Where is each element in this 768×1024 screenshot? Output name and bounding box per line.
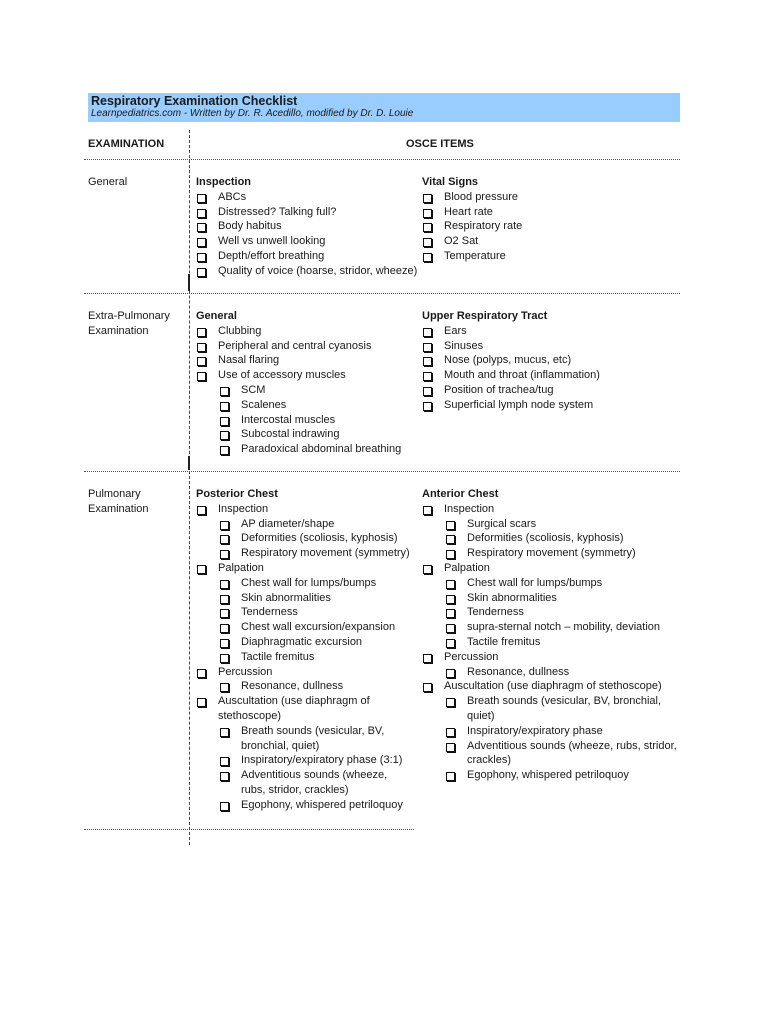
checklist-item[interactable] (422, 205, 662, 220)
checklist-item-label: Breath sounds (vesicular, BV, bronchial, quiet) (241, 724, 385, 752)
checklist-item-label: Auscultation (use diaphragm of stethoscope) (444, 680, 662, 693)
checklist-item-label: Resonance, dullness (241, 680, 344, 693)
checklist-item-label: Superficial lymph node system (444, 398, 594, 411)
checkbox-icon[interactable] (423, 683, 432, 692)
checkbox-icon[interactable] (197, 565, 206, 574)
checklist-item[interactable] (196, 442, 436, 457)
checklist-item[interactable] (422, 620, 684, 635)
checklist-item[interactable] (196, 546, 410, 561)
section-divider (84, 471, 680, 472)
category-pulmonary: Pulmonary Examination (88, 488, 149, 515)
block-title: Upper Respiratory Tract (422, 310, 548, 322)
checklist-item-label: Chest wall for lumps/bumps (467, 576, 603, 589)
cell-border (188, 274, 190, 291)
checkbox-icon[interactable] (197, 357, 206, 366)
category-general: General (88, 176, 128, 188)
checklist-item[interactable] (422, 546, 684, 561)
section-divider (84, 293, 680, 294)
checkbox-icon[interactable] (423, 402, 432, 411)
checklist-item-label: Depth/effort breathing (218, 249, 325, 262)
vital-signs-block (422, 175, 662, 264)
checklist-item[interactable] (196, 517, 410, 532)
checklist-item[interactable] (196, 798, 410, 813)
checklist-item-label: Subcostal indrawing (241, 428, 340, 441)
checklist-item-label: Ears (444, 324, 467, 337)
checkbox-icon[interactable] (423, 194, 432, 203)
checkbox-icon[interactable] (220, 639, 229, 648)
checkbox-icon[interactable] (220, 521, 229, 530)
checklist-item[interactable] (422, 679, 684, 694)
checklist-item[interactable] (422, 249, 662, 264)
block-title: General (196, 310, 237, 322)
checklist-item-label: Peripheral and central cyanosis (218, 339, 372, 352)
checklist-item-label: ABCs (218, 190, 247, 203)
checklist-item-label: Blood pressure (444, 190, 518, 203)
checklist-item[interactable] (196, 679, 410, 694)
checklist-item[interactable] (422, 635, 684, 650)
checklist-item-label: Tenderness (467, 606, 524, 619)
checkbox-icon[interactable] (446, 595, 455, 604)
block-title: Inspection (196, 176, 252, 188)
checkbox-icon[interactable] (423, 357, 432, 366)
checklist-item-label: Deformities (scoliosis, kyphosis) (467, 532, 624, 545)
checklist-item[interactable] (422, 694, 684, 724)
checklist-item-label: Intercostal muscles (241, 413, 336, 426)
checklist-item-label: Respiratory movement (symmetry) (241, 547, 410, 560)
checklist-item-label: AP diameter/shape (241, 517, 335, 530)
checkbox-icon[interactable] (423, 343, 432, 352)
checklist-item-label: Mouth and throat (inflammation) (444, 369, 600, 382)
checkbox-icon[interactable] (446, 772, 455, 781)
checkbox-icon[interactable] (446, 550, 455, 559)
checklist-item[interactable] (422, 665, 684, 680)
checkbox-icon[interactable] (423, 387, 432, 396)
column-divider (189, 130, 190, 845)
block-title: Anterior Chest (422, 488, 499, 500)
checkbox-icon[interactable] (446, 609, 455, 618)
checkbox-icon[interactable] (423, 238, 432, 247)
checklist-item[interactable] (196, 605, 410, 620)
checklist-item[interactable] (196, 234, 436, 249)
checklist-item[interactable] (422, 398, 662, 413)
checkbox-icon[interactable] (197, 268, 206, 277)
checkbox-icon[interactable] (220, 550, 229, 559)
checklist-item-label: Body habitus (218, 220, 282, 233)
checkbox-icon[interactable] (423, 506, 432, 515)
header-divider (84, 159, 680, 160)
checkbox-icon[interactable] (423, 209, 432, 218)
checklist-item-label: Inspection (444, 502, 495, 515)
checkbox-icon[interactable] (197, 253, 206, 262)
checkbox-icon[interactable] (423, 223, 432, 232)
checklist-item-label: Temperature (444, 249, 506, 262)
checklist-item[interactable] (422, 339, 662, 354)
checklist-item-label: Nose (polyps, mucus, etc) (444, 354, 572, 367)
checkbox-icon[interactable] (197, 372, 206, 381)
checklist-item[interactable] (422, 650, 684, 665)
checklist-item-label: Palpation (444, 561, 490, 574)
checkbox-icon[interactable] (220, 772, 229, 781)
checklist-item-label: Inspection (218, 502, 269, 515)
checklist-item[interactable] (422, 234, 662, 249)
checkbox-icon[interactable] (220, 580, 229, 589)
checklist-item-label: Deformities (scoliosis, kyphosis) (241, 532, 398, 545)
column-header-osce-items: OSCE ITEMS (406, 138, 474, 150)
checklist-item[interactable] (196, 635, 410, 650)
checklist-item[interactable] (422, 739, 684, 769)
checklist-item-label: Resonance, dullness (467, 665, 570, 678)
checklist-item-label: Skin abnormalities (241, 591, 331, 604)
checklist-item-label: Skin abnormalities (467, 591, 557, 604)
checklist-item[interactable] (422, 576, 684, 591)
checklist-item-label: supra-sternal notch – mobility, deviation (467, 621, 661, 634)
checkbox-icon[interactable] (220, 624, 229, 633)
checkbox-icon[interactable] (197, 223, 206, 232)
checklist-item-label: Respiratory rate (444, 220, 523, 233)
checklist-item[interactable] (196, 694, 410, 724)
checkbox-icon[interactable] (446, 580, 455, 589)
checklist-item-label: Inspiratory/expiratory phase (3:1) (241, 754, 403, 767)
inspection-block (196, 175, 436, 279)
checklist-item[interactable] (422, 768, 684, 783)
checklist-item[interactable] (196, 219, 436, 234)
document-subtitle: Learnpediatrics.com - Written by Dr. R. Acedillo, modified by Dr. D. Louie (91, 108, 414, 119)
checklist-item[interactable] (422, 219, 662, 234)
checkbox-icon[interactable] (197, 698, 206, 707)
checklist-item[interactable] (196, 591, 410, 606)
checkbox-icon[interactable] (446, 535, 455, 544)
checklist-item-label: Tenderness (241, 606, 298, 619)
checklist-item-label: Palpation (218, 561, 264, 574)
checklist-item-label: O2 Sat (444, 235, 479, 248)
checkbox-icon[interactable] (220, 654, 229, 663)
checkbox-icon[interactable] (446, 639, 455, 648)
checklist-item[interactable] (196, 753, 410, 768)
checklist-item-label: Surgical scars (467, 517, 537, 530)
checklist-item[interactable] (196, 427, 436, 442)
checklist-item-label: Respiratory movement (symmetry) (467, 547, 636, 560)
checklist-item-label: Chest wall excursion/expansion (241, 621, 396, 634)
checklist-item[interactable] (422, 190, 662, 205)
checklist-item[interactable] (422, 368, 662, 383)
checklist-item-label: Scalenes (241, 398, 287, 411)
checklist-item-label: Use of accessory muscles (218, 369, 346, 382)
checkbox-icon[interactable] (220, 431, 229, 440)
checkbox-icon[interactable] (197, 506, 206, 515)
checklist-item-label: Diaphragmatic excursion (241, 635, 363, 648)
checkbox-icon[interactable] (197, 194, 206, 203)
category-extra-pulmonary: Extra-Pulmonary Examination (88, 310, 170, 337)
checklist-item[interactable] (196, 413, 436, 428)
checklist-item-label: Clubbing (218, 324, 262, 337)
checklist-item[interactable] (422, 605, 684, 620)
checklist-item[interactable] (422, 531, 684, 546)
checkbox-icon[interactable] (220, 802, 229, 811)
checkbox-icon[interactable] (423, 565, 432, 574)
checklist-item-label: Well vs unwell looking (218, 235, 326, 248)
checklist-item[interactable] (196, 190, 436, 205)
checkbox-icon[interactable] (423, 253, 432, 262)
checklist-item[interactable] (422, 517, 684, 532)
checklist-item-label: Nasal flaring (218, 354, 280, 367)
checklist-item[interactable] (196, 650, 410, 665)
checkbox-icon[interactable] (446, 728, 455, 737)
upper-respiratory-block (422, 309, 662, 413)
checklist-item[interactable] (196, 205, 436, 220)
checklist-item-label: Heart rate (444, 205, 493, 218)
checklist-item[interactable] (196, 353, 436, 368)
checklist-item[interactable] (196, 383, 436, 398)
checklist-item[interactable] (422, 383, 662, 398)
posterior-chest-block (196, 487, 410, 813)
checklist-item[interactable] (422, 591, 684, 606)
checkbox-icon[interactable] (220, 402, 229, 411)
checklist-item[interactable] (196, 502, 410, 517)
checklist-item[interactable] (196, 561, 410, 576)
checkbox-icon[interactable] (220, 609, 229, 618)
checkbox-icon[interactable] (220, 417, 229, 426)
checkbox-icon[interactable] (197, 669, 206, 678)
checklist-item[interactable] (422, 561, 684, 576)
checklist-item[interactable] (196, 531, 410, 546)
checklist-item-label: Distressed? Talking full? (218, 205, 337, 218)
checklist-item-label: Percussion (444, 650, 499, 663)
checkbox-icon[interactable] (197, 328, 206, 337)
document-title: Respiratory Examination Checklist (91, 94, 298, 108)
checklist-item[interactable] (196, 665, 410, 680)
checklist-item[interactable] (196, 368, 436, 383)
checkbox-icon[interactable] (446, 669, 455, 678)
checkbox-icon[interactable] (220, 595, 229, 604)
checkbox-icon[interactable] (220, 728, 229, 737)
checklist-item-label: Percussion (218, 665, 273, 678)
general-signs-block (196, 309, 436, 457)
block-title: Posterior Chest (196, 488, 278, 500)
checkbox-icon[interactable] (220, 387, 229, 396)
checklist-item[interactable] (422, 353, 662, 368)
anterior-chest-block (422, 487, 684, 783)
checkbox-icon[interactable] (220, 446, 229, 455)
checklist-item-label: Tactile fremitus (241, 650, 315, 663)
table-bottom-divider (84, 829, 414, 830)
checklist-item-label: Egophony, whispered petriloquoy (241, 798, 403, 811)
checklist-item-label: Quality of voice (hoarse, stridor, wheeze) (218, 264, 418, 277)
checklist-item[interactable] (422, 724, 684, 739)
checklist-item[interactable] (422, 324, 662, 339)
checkbox-icon[interactable] (423, 372, 432, 381)
column-header-examination: EXAMINATION (88, 138, 165, 150)
checkbox-icon[interactable] (446, 624, 455, 633)
checklist-item-label: Position of trachea/tug (444, 383, 554, 396)
checklist-item-label: Adventitious sounds (wheeze, rubs, stridor, crackles) (467, 739, 677, 767)
checklist-item-label: Chest wall for lumps/bumps (241, 576, 377, 589)
checklist-item-label: Paradoxical abdominal breathing (241, 443, 402, 456)
checklist-item[interactable] (196, 724, 410, 754)
checklist-item-label: SCM (241, 383, 266, 396)
checklist-item[interactable] (196, 768, 410, 798)
cell-border (188, 456, 190, 470)
checkbox-icon[interactable] (197, 238, 206, 247)
checkbox-icon[interactable] (197, 343, 206, 352)
checkbox-icon[interactable] (423, 654, 432, 663)
checklist-item[interactable] (196, 398, 436, 413)
checklist-item[interactable] (196, 264, 436, 279)
checklist-item[interactable] (422, 502, 684, 517)
checklist-item[interactable] (196, 576, 410, 591)
checklist-item-label: Breath sounds (vesicular, BV, bronchial, quiet) (467, 695, 662, 722)
checkbox-icon[interactable] (446, 698, 455, 707)
checklist-item-label: Auscultation (use diaphragm of stethoscope) (218, 695, 370, 722)
checklist-item-label: Adventitious sounds (wheeze, rubs, stridor, crackles) (241, 769, 388, 796)
checklist-item[interactable] (196, 620, 410, 635)
checkbox-icon[interactable] (423, 328, 432, 337)
checklist-item-label: Inspiratory/expiratory phase (467, 724, 603, 737)
block-title: Vital Signs (422, 176, 479, 188)
checkbox-icon[interactable] (220, 683, 229, 692)
checkbox-icon[interactable] (197, 209, 206, 218)
checklist-item-label: Egophony, whispered petriloquoy (467, 769, 629, 782)
checkbox-icon[interactable] (446, 743, 455, 752)
checkbox-icon[interactable] (220, 757, 229, 766)
checkbox-icon[interactable] (446, 521, 455, 530)
checklist-item[interactable] (196, 249, 436, 264)
checklist-item-label: Sinuses (444, 339, 484, 352)
checklist-item[interactable] (196, 324, 436, 339)
checklist-item[interactable] (196, 339, 436, 354)
checkbox-icon[interactable] (220, 535, 229, 544)
checklist-item-label: Tactile fremitus (467, 635, 541, 648)
